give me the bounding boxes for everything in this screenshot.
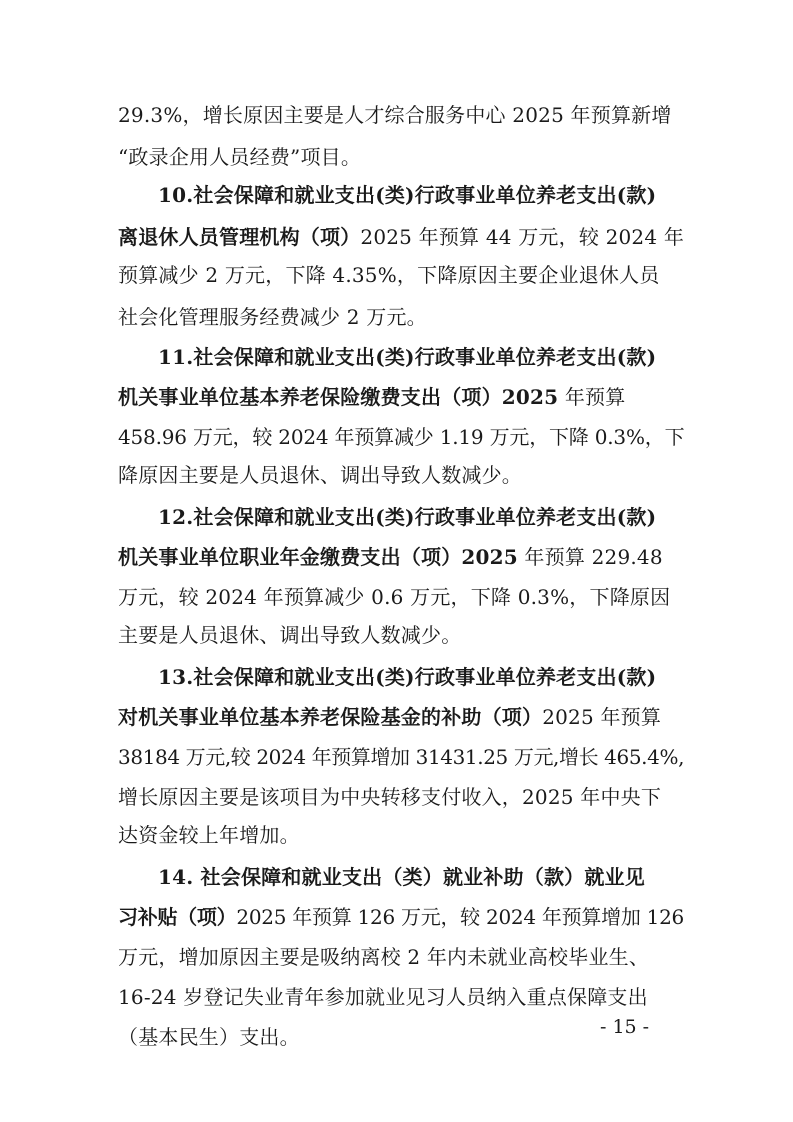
bold-heading-text: 13.社会保障和就业支出(类)行政事业单位养老支出(款) (158, 665, 657, 689)
body-text: 主要是人员退休、调出导致人数减少。 (118, 623, 462, 647)
text-line (118, 862, 686, 892)
text-line (118, 260, 686, 290)
text-line (118, 942, 686, 972)
bold-heading-text: 离退休人员管理机构（项） (118, 225, 361, 249)
text-line (118, 620, 686, 650)
bold-heading-text: 机关事业单位基本养老保险缴费支出（项）2025 (118, 385, 559, 409)
text-line (118, 582, 686, 612)
body-text: 年预算 (558, 385, 626, 409)
text-line (118, 502, 686, 532)
body-text: 万元，较 2024 年预算减少 0.6 万元，下降 0.3%，下降原因 (118, 585, 671, 609)
body-text: 38184 万元,较 2024 年预算增加 31431.25 万元,增长 465.4%, (118, 745, 685, 769)
body-text: 16-24 岁登记失业青年参加就业见习人员纳入重点保障支出 (118, 985, 648, 1009)
body-text: 2025 年预算 126 万元，较 2024 年预算增加 126 (236, 905, 684, 929)
bold-heading-text: 11.社会保障和就业支出(类)行政事业单位养老支出(款) (158, 345, 657, 369)
text-line (118, 422, 686, 452)
text-line (118, 100, 686, 130)
text-line (118, 820, 686, 850)
body-text: 万元，增加原因主要是吸纳离校 2 年内未就业高校毕业生、 (118, 945, 650, 969)
bold-heading-text: 14. 社会保障和就业支出（类）就业补助（款）就业见 (158, 865, 645, 889)
body-text: “政录企用人员经费”项目。 (118, 145, 362, 169)
body-text: 增长原因主要是该项目为中央转移支付收入，2025 年中央下 (118, 785, 662, 809)
body-text: 2025 年预算 (542, 705, 662, 729)
text-line (118, 142, 686, 172)
text-line (118, 460, 686, 490)
text-line (118, 342, 686, 372)
bold-heading-text: 机关事业单位职业年金缴费支出（项）2025 (118, 545, 518, 569)
body-text: 预算减少 2 万元，下降 4.35%，下降原因主要企业退休人员 (118, 263, 660, 287)
body-text: 29.3%，增长原因主要是人才综合服务中心 2025 年预算新增 (118, 103, 672, 127)
text-line (118, 902, 686, 932)
text-line (118, 302, 686, 332)
text-line (118, 982, 686, 1012)
text-line (118, 222, 686, 252)
bold-heading-text: 对机关事业单位基本养老保险基金的补助（项） (118, 705, 543, 729)
body-text: （基本民生）支出。 (118, 1025, 300, 1049)
bold-heading-text: 习补贴（项） (118, 905, 237, 929)
body-text: 社会化管理服务经费减少 2 万元。 (118, 305, 427, 329)
text-line (118, 782, 686, 812)
text-line (118, 662, 686, 692)
body-text: 年预算 229.48 (517, 545, 663, 569)
bold-heading-text: 10.社会保障和就业支出(类)行政事业单位养老支出(款) (158, 183, 657, 207)
text-line (118, 542, 686, 572)
body-text: 2025 年预算 44 万元，较 2024 年 (360, 225, 685, 249)
body-text: 达资金较上年增加。 (118, 823, 300, 847)
text-line (118, 742, 686, 772)
body-text: 458.96 万元，较 2024 年预算减少 1.19 万元，下降 0.3%，下 (118, 425, 685, 449)
page-number: - 15 - (600, 1016, 650, 1038)
bold-heading-text: 12.社会保障和就业支出(类)行政事业单位养老支出(款) (158, 505, 657, 529)
text-line (118, 180, 686, 210)
text-line (118, 382, 686, 412)
text-line (118, 702, 686, 732)
body-text: 降原因主要是人员退休、调出导致人数减少。 (118, 463, 522, 487)
